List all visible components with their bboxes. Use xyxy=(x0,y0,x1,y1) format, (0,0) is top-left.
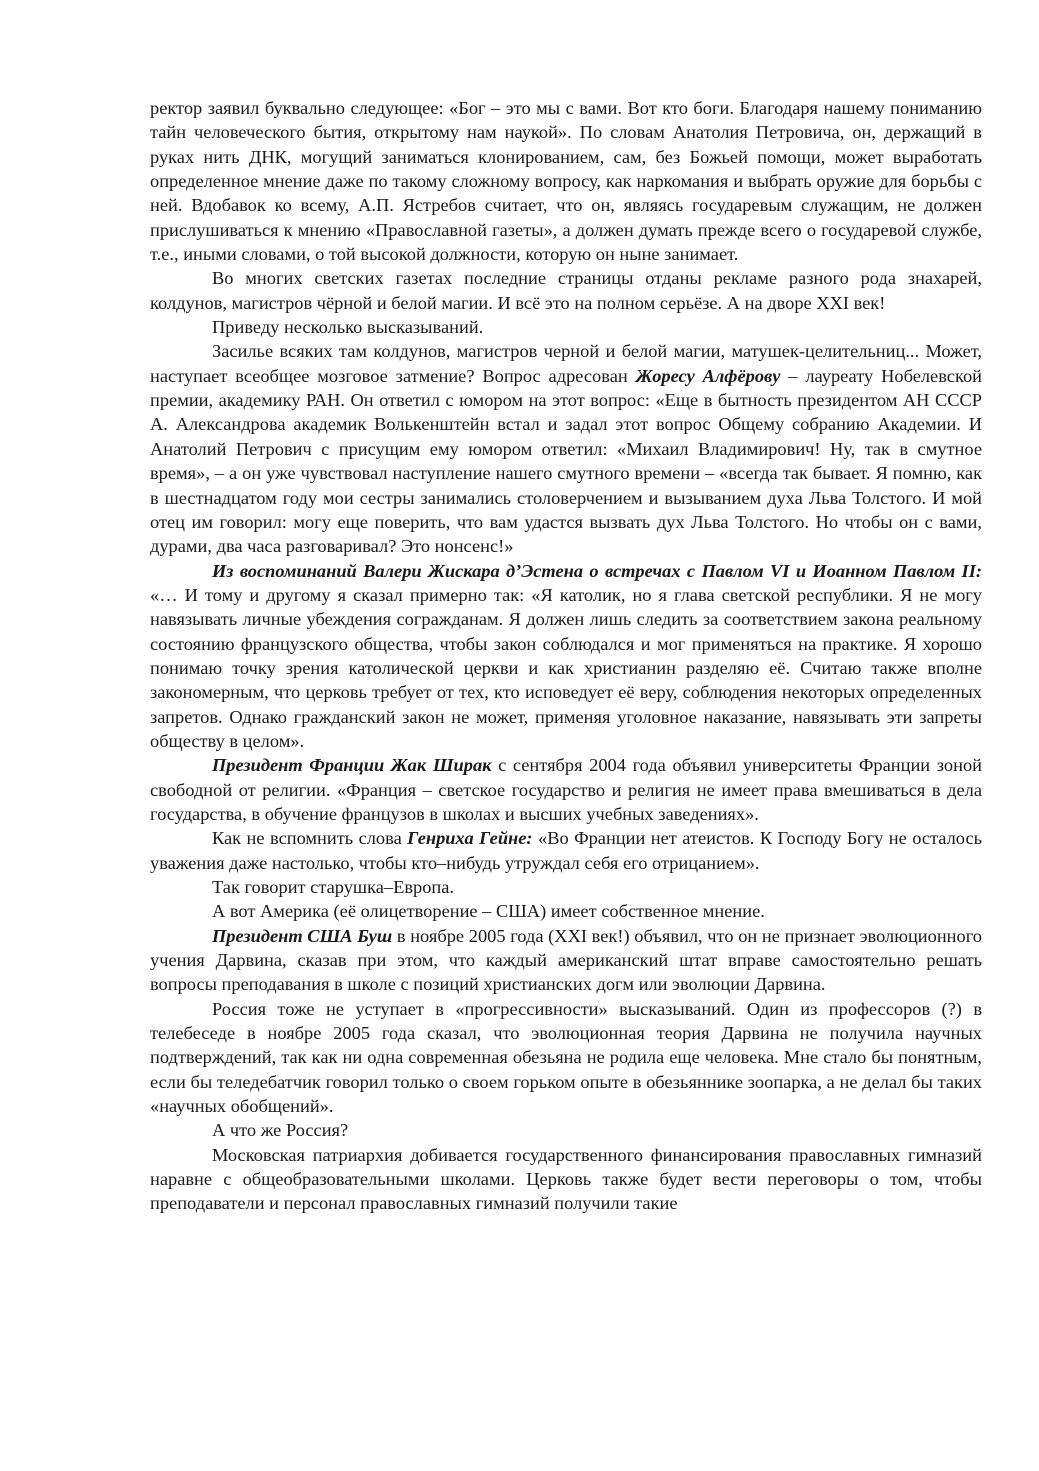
paragraph-8 xyxy=(150,875,982,899)
paragraph-4 xyxy=(150,339,982,558)
paragraph-text: Как не вспомнить слова xyxy=(212,828,408,849)
paragraph-text: Во многих светских газетах последние страницы отданы рекламе разного рода знахарей, колдунов, магистров чёрной и белой магии. И всё это на полном серьёзе. А на дворе XXI век! xyxy=(150,268,982,313)
paragraph-10 xyxy=(150,924,982,997)
paragraph-2 xyxy=(150,266,982,315)
paragraph-text: Приведу несколько высказываний. xyxy=(212,317,484,338)
paragraph-5 xyxy=(150,559,982,754)
paragraph-3 xyxy=(150,315,982,339)
emphasized-heading: Из воспоминаний Валери Жискара д’Эстена о встречах с Павлом VI и Иоанном Павлом II: xyxy=(212,560,982,581)
emphasized-name: Генриха Гейне: xyxy=(407,828,533,849)
paragraph-12 xyxy=(150,1118,982,1142)
paragraph-text: А вот Америка (её олицетворение – США) имеет собственное мнение. xyxy=(212,901,765,922)
document-page xyxy=(150,96,982,1216)
paragraph-text: «… И тому и другому я сказал примерно так: «Я католик, но я глава светской республики. Я не могу навязывать личные убеждения согражданам. Я должен лишь следить за соответствием закона реальному состоянию французского общества, чтобы закон соблюдался и мог применяться на практике. Я хорошо понимаю точку зрения католической церкви и как христианин разделяю её. Считаю также вполне закономерным, что церковь требует от тех, кто исповедует её веру, соблюдения некоторых определенных запретов. Однако гражданский закон не может, применяя уголовное наказание, навязывать эти запреты обществу в целом». xyxy=(150,584,982,751)
paragraph-7 xyxy=(150,826,982,875)
paragraph-text: в ноябре 2005 года (XXI век!) объявил, что он не признает эволюционного учения Дарвина, сказав при этом, что каждый американский штат вправе самостоятельно решать вопросы преподавания в школе с позиций христианских догм или эволюции Дарвина. xyxy=(150,925,982,995)
emphasized-name: Жоресу Алфёрову xyxy=(635,365,781,386)
emphasized-name: Президент Франции Жак Ширак xyxy=(212,755,492,776)
paragraph-text: Засилье всяких там колдунов, магистров черной и белой магии, матушек-целительниц... Может, наступает всеобщее мозговое затмение? Вопрос адресован xyxy=(150,341,982,386)
paragraph-text: «Во Франции нет атеистов. К Господу Богу не осталось уважения даже настолько, чтобы кто–нибудь утруждал себя его отрицанием». xyxy=(150,828,982,873)
paragraph-1 xyxy=(150,96,982,266)
paragraph-text: Россия тоже не уступает в «прогрессивности» высказываний. Один из профессоров (?) в телебеседе в ноябре 2005 года сказал, что эволюционная теория Дарвина не получила научных подтверждений, так как ни одна современная обезьяна не родила еще человека. Мне стало бы понятным, если бы теледебатчик говорил только о своем горьком опыте в обезьяннике зоопарка, а не делал бы таких «научных обобщений». xyxy=(150,998,982,1117)
paragraph-13 xyxy=(150,1143,982,1216)
paragraph-text: А что же Россия? xyxy=(212,1120,349,1141)
paragraph-text: ректор заявил буквально следующее: «Бог – это мы с вами. Вот кто боги. Благодаря нашему пониманию тайн человеческого бытия, открытому нам наукой». По словам Анатолия Петровича, он, держащий в руках нить ДНК, могущий заниматься клонированием, сам, без Божьей помощи, может выработать определенное мнение даже по такому сложному вопросу, как наркомания и выбрать оружие для борьбы с ней. Вдобавок ко всему, А.П. Ястребов считает, что он, являясь государевым служащим, не должен прислушиваться к мнению «Православной газеты», а должен думать прежде всего о государевой службе, т.е., иными словами, о той высокой должности, которую он ныне занимает. xyxy=(150,98,982,265)
paragraph-11 xyxy=(150,997,982,1119)
paragraph-text: с сентября 2004 года объявил университеты Франции зоной свободной от религии. «Франция – светское государство и религия не имеет права вмешиваться в дела государства, в обучение французов в школах и высших учебных заведениях». xyxy=(150,755,982,824)
paragraph-text: Московская патриархия добивается государственного финансирования православных гимназий наравне с общеобразовательными школами. Церковь также будет вести переговоры о том, чтобы преподаватели и персонал православных гимназий получили такие xyxy=(150,1144,982,1214)
emphasized-name: Президент США Буш xyxy=(212,925,393,946)
paragraph-text: – лауреату Нобелевской премии, академику РАН. Он ответил с юмором на этот вопрос: «Еще в бытность президентом АН СССР А. Александрова академик Волькенштейн встал и задал этот вопрос Общему собранию Академии. И Анатолий Петрович с присущим ему юмором ответил: «Михаил Владимирович! Ну, так в смутное время», – а он уже чувствовал наступление нашего смутного времени – «всегда так бывает. Я помню, как в шестнадцатом году мои сестры занимались столоверчением и вызыванием духа Льва Толстого. И мой отец им говорил: могу еще поверить, что вам удастся вызвать дух Льва Толстого. Но чтобы он с вами, дурами, два часа разговаривал? Это нонсенс!» xyxy=(150,365,982,557)
paragraph-9 xyxy=(150,899,982,923)
paragraph-text: Так говорит старушка–Европа. xyxy=(212,877,454,897)
paragraph-6 xyxy=(150,753,982,826)
